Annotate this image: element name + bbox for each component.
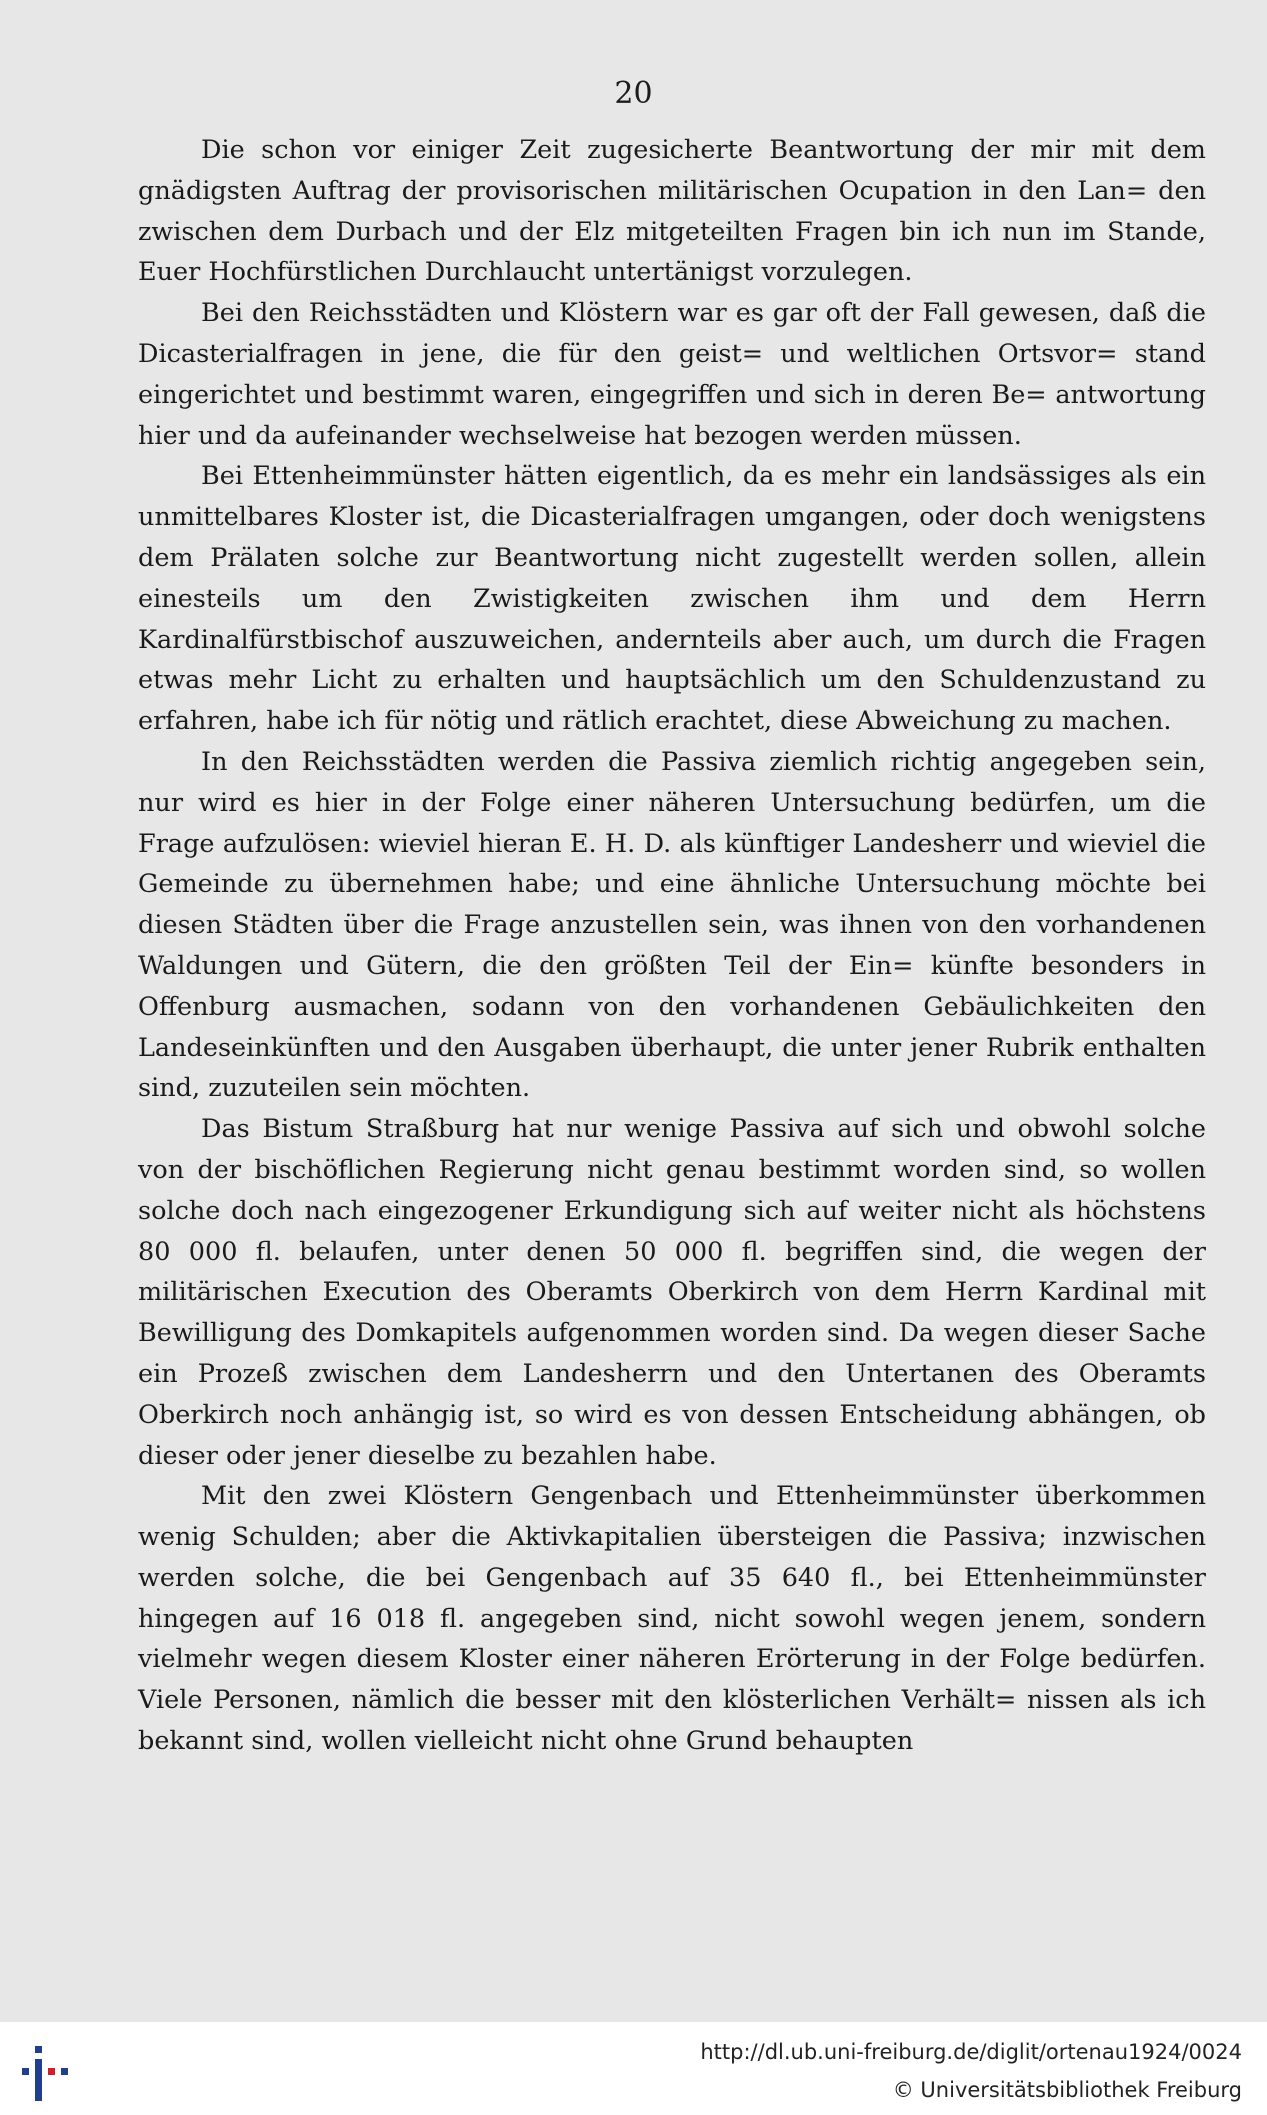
library-logo-icon — [14, 2038, 84, 2108]
paragraph-6: Mit den zwei Klöstern Gengenbach und Ettenheimmünster überkommen wenig Schulden; aber die Aktivkapitalien übersteigen die Passiva; inzwischen werden solche, die bei Gengenbach auf 35 640 fl., bei Ettenheimmünster hingegen auf 16 018 fl. angegeben sind, nicht sowohl wegen jenem, sondern vielmehr wegen diesem Kloster einer näheren Erörterung in der Folge bedürfen. Viele Personen, nämlich die besser mit den klösterlichen Verhält= nissen als ich bekannt sind, wollen vielleicht nicht ohne Grund behaupten — [138, 1481, 1206, 1757]
paragraph-3: Bei Ettenheimmünster hätten eigentlich, da es mehr ein landsässiges als ein unmittelbares Kloster ist, die Dicasterialfragen umgangen, oder doch wenigstens dem Prälaten solche zur Beantwortung nicht zugestellt werden sollen, allein einesteils um den Zwistigkeiten zwischen ihm und dem Herrn Kardinalfürstbischof auszuweichen, andernteils aber auch, um durch die Fragen etwas mehr Licht zu erhalten und hauptsächlich um den Schuldenzustand zu erfahren, habe ich für nötig und rätlich erachtet, diese Abweichung zu machen. — [138, 461, 1206, 737]
paragraph-1: Die schon vor einiger Zeit zugesicherte Beantwortung der mir mit dem gnädigsten Auftrag der provisorischen militärischen Ocupation in den Lan= den zwischen dem Durbach und der Elz mitgeteilten Fragen bin ich nun im Stande, Euer Hochfürstlichen Durchlaucht untertänigst vorzulegen. — [138, 135, 1206, 288]
permalink-url[interactable]: http://dl.ub.uni-freiburg.de/diglit/ortenau1924/0024 — [700, 2040, 1242, 2064]
page-number: 20 — [614, 76, 653, 111]
copyright-notice: © Universitätsbibliothek Freiburg — [892, 2078, 1242, 2102]
paragraph-4: In den Reichsstädten werden die Passiva ziemlich richtig angegeben sein, nur wird es hier in der Folge einer näheren Untersuchung bedürfen, um die Frage aufzulösen: wieviel hieran E. H. D. als künftiger Landesherr und wieviel die Gemeinde zu übernehmen habe; und eine ähnliche Untersuchung möchte bei diesen Städten über die Frage anzustellen sein, was ihnen von den vorhandenen Waldungen und Gütern, die den größten Teil der Ein= künfte besonders in Offenburg ausmachen, sodann von den vorhandenen Gebäulichkeiten den Landeseinkünften und den Ausgaben überhaupt, die unter jener Rubrik enthalten sind, zuzuteilen sein möchten. — [138, 746, 1206, 1104]
paragraph-2: Bei den Reichsstädten und Klöstern war es gar oft der Fall gewesen, daß die Dicasterialfragen in jene, die für den geist= und weltlichen Ortsvor= stand eingerichtet und bestimmt waren, eingegriffen und sich in deren Be= antwortung hier und da aufeinander wechselweise hat bezogen werden müssen. — [138, 298, 1206, 451]
library-footer — [0, 2022, 1267, 2115]
paragraph-5: Das Bistum Straßburg hat nur wenige Passiva auf sich und obwohl solche von der bischöflichen Regierung nicht genau bestimmt worden sind, so wollen solche doch nach eingezogener Erkundigung sich auf weiter nicht als höchstens 80 000 fl. belaufen, unter denen 50 000 fl. begriffen sind, die wegen der militärischen Execution des Oberamts Oberkirch von dem Herrn Kardinal mit Bewilligung des Domkapitels aufgenommen worden sind. Da wegen dieser Sache ein Prozeß zwischen dem Landesherrn und den Untertanen des Oberamts Oberkirch noch anhängig ist, so wird es von dessen Entscheidung abhängen, ob dieser oder jener dieselbe zu bezahlen habe. — [138, 1114, 1206, 1471]
page-body-text — [138, 130, 1206, 1762]
